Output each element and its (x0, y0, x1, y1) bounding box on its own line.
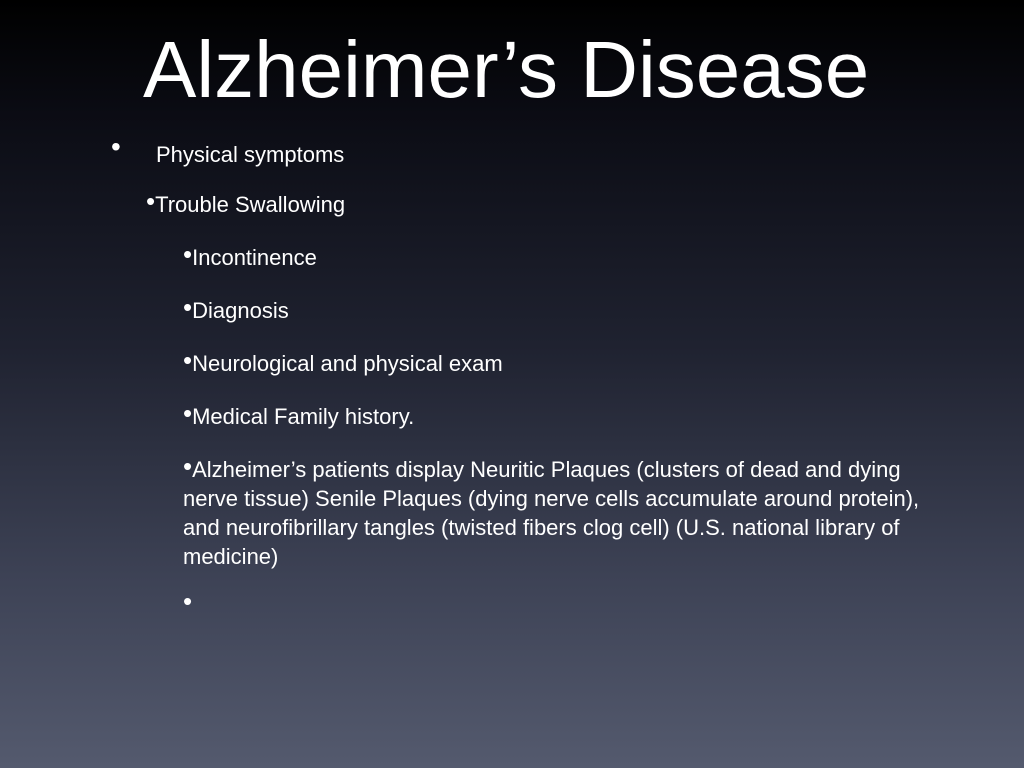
bullet-text: Trouble Swallowing (155, 192, 346, 217)
slide-title: Alzheimer’s Disease (143, 25, 870, 114)
bullet-marker: • (183, 239, 193, 269)
bullet-diagnosis (183, 292, 289, 325)
bullet-marker: • (183, 398, 193, 428)
bullet-plaques-paragraph (183, 451, 923, 571)
bullet-marker: • (183, 586, 193, 616)
bullet-marker: • (146, 186, 156, 216)
bullet-text: Medical Family history. (192, 404, 415, 429)
bullet-trouble-swallowing (146, 186, 346, 219)
bullet-text: Neurological and physical exam (192, 351, 503, 376)
bullet-family-history (183, 398, 415, 431)
bullet-text: Alzheimer’s patients display Neuritic Plaques (clusters of dead and dying nerve tissue) Senile Plaques (dying nerve cells accumulate around protein), and neurofibrillary tangles (twisted fibers clog cell) (U.S. national library of medicine) (183, 457, 920, 569)
bullet-marker: • (111, 131, 121, 162)
bullet-text: Diagnosis (192, 298, 289, 323)
bullet-marker: • (183, 451, 193, 481)
bullet-marker: • (183, 345, 193, 375)
bullet-marker: • (183, 292, 193, 322)
bullet-physical-symptoms: Physical symptoms (156, 142, 345, 167)
bullet-neurological-exam (183, 345, 503, 378)
bullet-text: Incontinence (192, 245, 317, 270)
bullet-empty (183, 586, 193, 619)
bullet-incontinence (183, 239, 317, 272)
